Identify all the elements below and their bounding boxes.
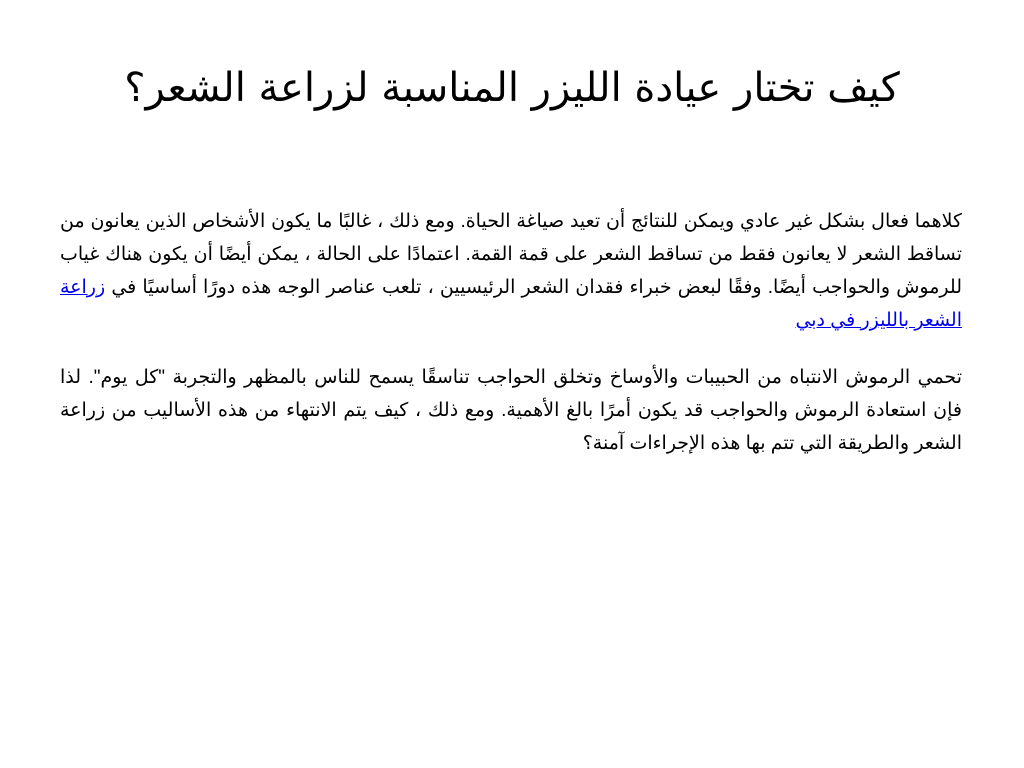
paragraph-1 xyxy=(60,205,962,337)
slide-content xyxy=(60,205,962,484)
paragraph-2: تحمي الرموش الانتباه من الحبيبات والأوساخ وتخلق الحواجب تناسقًا يسمح للناس بالمظهر والتجربة "كل يوم". لذا فإن استعادة الرموش والحواجب قد يكون أمرًا بالغ الأهمية. ومع ذلك ، كيف يتم الانتهاء من هذه الأساليب من زراعة الشعر والطريقة التي تتم بها هذه الإجراءات آمنة؟ xyxy=(60,367,962,454)
slide-title: كيف تختار عيادة الليزر المناسبة لزراعة الشعر؟ xyxy=(124,65,900,111)
hair-transplant-laser-dubai-link[interactable]: زراعة الشعر بالليزر في دبي xyxy=(60,277,962,331)
paragraph-1-text: كلاهما فعال بشكل غير عادي ويمكن للنتائج أن تعيد صياغة الحياة. ومع ذلك ، غالبًا ما يكون الأشخاص الذين يعانون من تساقط الشعر لا يعانون فقط من تساقط الشعر على قمة القمة. اعتمادًا على الحالة ، يمكن أيضًا أن يكون هناك غياب للرموش والحواجب أيضًا. وفقًا لبعض خبراء فقدان الشعر الرئيسيين ، تلعب عناصر الوجه هذه دورًا أساسيًا في xyxy=(60,211,962,298)
